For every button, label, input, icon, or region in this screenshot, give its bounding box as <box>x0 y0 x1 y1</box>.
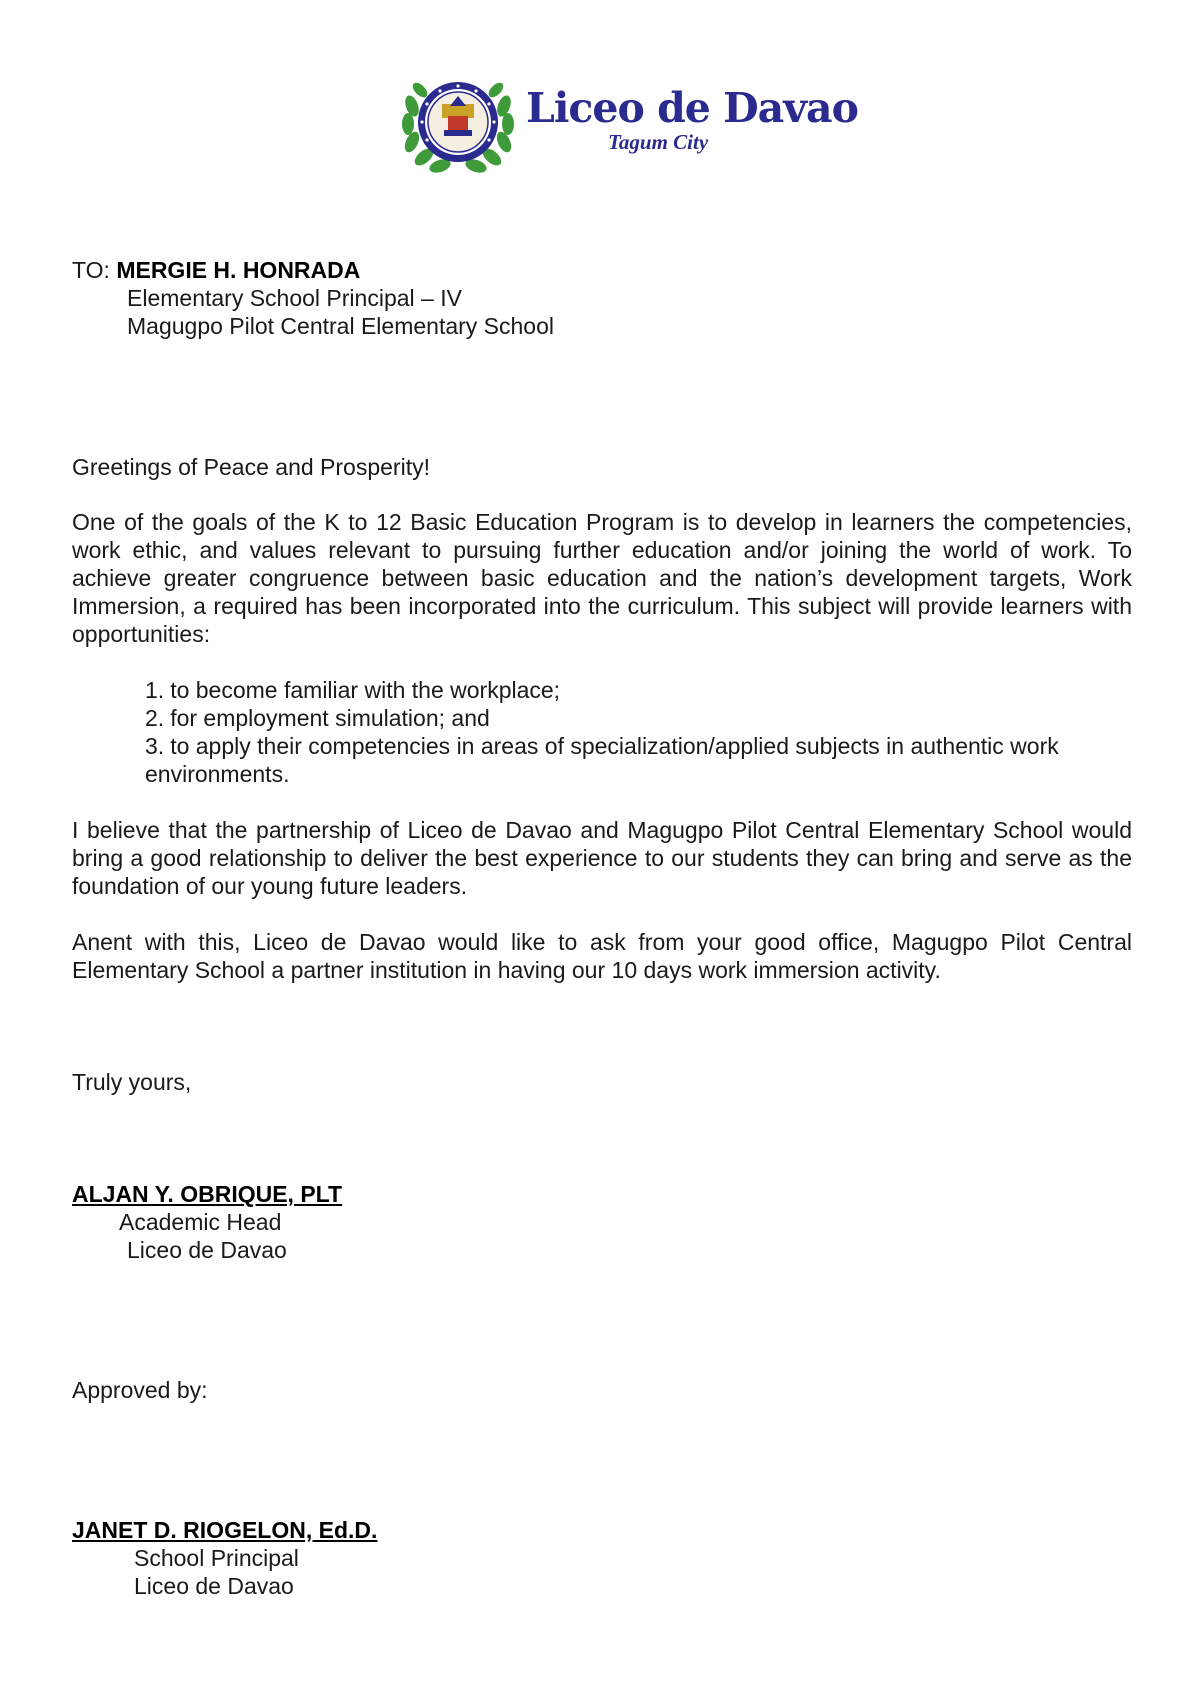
approval-label: Approved by: <box>72 1377 208 1403</box>
signatory-name: ALJAN Y. OBRIQUE, PLT <box>72 1181 343 1207</box>
recipient-name: MERGIE H. HONRADA <box>116 257 361 283</box>
approver-name: JANET D. RIOGELON, Ed.D. <box>72 1517 378 1543</box>
list-item: 2. for employment simulation; and <box>145 705 490 731</box>
letterhead <box>398 66 858 176</box>
approver-title: School Principal <box>134 1545 299 1571</box>
approver-org: Liceo de Davao <box>134 1573 294 1599</box>
school-seal-logo <box>398 66 518 176</box>
closing: Truly yours, <box>72 1069 192 1095</box>
greeting: Greetings of Peace and Prosperity! <box>72 454 430 480</box>
recipient-school: Magugpo Pilot Central Elementary School <box>127 313 555 339</box>
recipient-prefix: TO: <box>72 257 110 283</box>
recipient-line <box>72 256 360 284</box>
body-paragraph-1: One of the goals of the K to 12 Basic Education Program is to develop in learners the competencies, work ethic, and values relevant to pursuing further education and/or joining the world of work. To achieve greater congruence between basic education and the nation’s development targets, Work Immersion, a required has been incorporated into the curriculum. This subject will provide learners with opportunities: <box>72 509 1132 647</box>
recipient-title: Elementary School Principal – IV <box>127 285 462 311</box>
list-item: 1. to become familiar with the workplace; <box>145 677 561 703</box>
opportunities-list <box>145 676 1132 788</box>
school-city: Tagum City <box>608 130 709 154</box>
signatory-title: Academic Head <box>119 1209 282 1235</box>
signatory-org: Liceo de Davao <box>127 1237 287 1263</box>
body-paragraph-2: I believe that the partnership of Liceo de Davao and Magugpo Pilot Central Elementary School would bring a good relationship to deliver the best experience to our students they can bring and serve as the foundation of our young future leaders. <box>72 817 1132 899</box>
body-paragraph-3: Anent with this, Liceo de Davao would like to ask from your good office, Magugpo Pilot Central Elementary School a partner institution in having our 10 days work immersion activity. <box>72 929 1132 983</box>
list-item: 3. to apply their competencies in areas of specialization/applied subjects in authentic work environments. <box>145 733 1059 787</box>
school-name: Liceo de Davao <box>526 84 858 132</box>
